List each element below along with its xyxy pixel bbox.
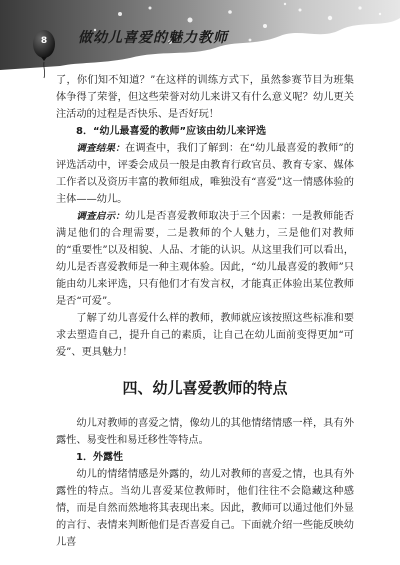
running-title: 做幼儿喜爱的魅力教师 bbox=[78, 30, 228, 46]
paragraph-intro: 幼儿对教师的喜爱之情，像幼儿的其他情绪情感一样，具有外露性、易变性和易迁移性等特点。 bbox=[56, 418, 354, 446]
survey-insight-text: 幼儿是否喜爱教师取决于三个因素：一是教师能否满足他们的合理需要，二是教师的个人魅力，三是他们对教师的“重要性”以及相貌、人品、才能的认识。从这里我们可以看出，幼儿是否喜爱教师是一种主观体验。因此，“幼儿最喜爱的教师”只能由幼儿来评选，只有他们才有发言权，才能真正体验出某位教师是否“可爱”。 bbox=[56, 211, 354, 307]
survey-insight-label: 调查启示： bbox=[76, 211, 126, 222]
subheading-8: 8．“幼儿最喜爱的教师”应该由幼儿来评选 bbox=[76, 126, 267, 137]
paragraph-conclusion: 了解了幼儿喜爱什么样的教师，教师就应该按照这些标准和要求去塑造自己，提升自己的素质，让自己在幼儿面前变得更加“可爱”、更具魅力！ bbox=[56, 313, 354, 358]
section-title: 四、幼儿喜爱教师的特点 bbox=[122, 379, 288, 397]
page-header bbox=[0, 0, 400, 80]
survey-result-label: 调查结果： bbox=[76, 143, 125, 154]
page-content bbox=[56, 72, 354, 551]
subheading-1: 1．外露性 bbox=[76, 452, 123, 463]
paragraph-continued: 了，你们知不知道？”在这样的训练方式下，虽然参赛节目为班集体争得了荣誉，但这些荣誉对幼儿来讲又有什么意义呢？幼儿更关注活动的过程是否快乐、是否好玩！ bbox=[56, 75, 354, 120]
paragraph-survey-result bbox=[56, 140, 354, 208]
page-number: 8 bbox=[40, 36, 48, 46]
paragraph-externality: 幼儿的情绪情感是外露的，幼儿对教师的喜爱之情，也具有外露性的特点。当幼儿喜爱某位教师时，他们往往不会隐藏这种感情，而是自然而然地将其表现出来。因此，教师可以通过他们外显的言行、表情来判断他们是否喜爱自己。下面就介绍一些能反映幼儿喜 bbox=[56, 469, 354, 548]
survey-result-text: 在调查中，我们了解到：在“幼儿最喜爱的教师”的评选活动中，评委会成员一般是由教育行政官员、教育专家、媒体工作者以及资历丰富的教师组成，唯独没有“喜爱”这一情感体验的主体——幼儿。 bbox=[56, 143, 354, 205]
paragraph-survey-insight bbox=[56, 208, 354, 310]
